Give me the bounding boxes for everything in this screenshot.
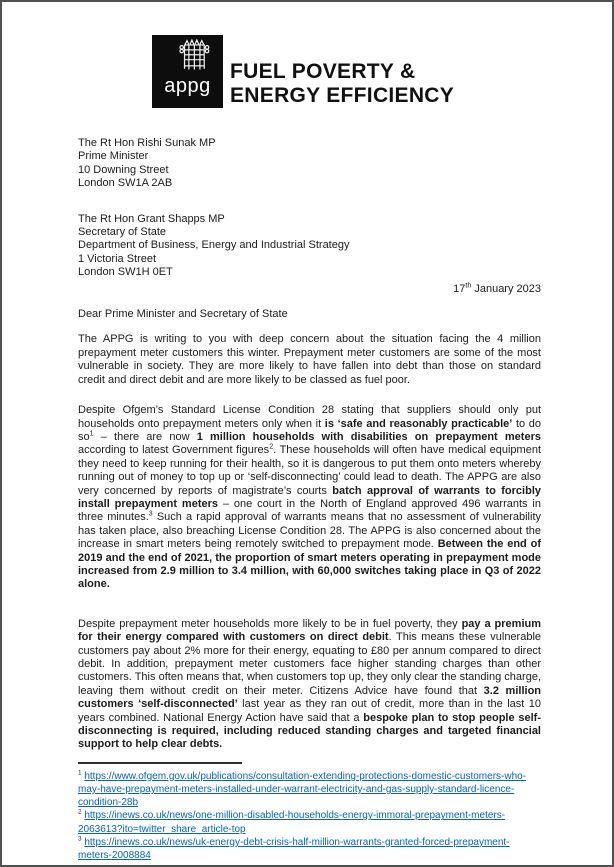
footnote-1: [78, 770, 541, 810]
paragraph-intro: The APPG is writing to you with deep concern about the situation facing the 4 million prepayment meter customers this winter. Prepayment meter customers are some of the most vulnerable in society. They are more likely to have fallen into debt than those on standard credit and direct debit and are more likely to be classed as fuel poor.: [78, 333, 541, 386]
appg-logo-label: appg: [164, 75, 211, 97]
recipient-address-sunak: [78, 137, 541, 191]
recipient-department: Department of Business, Energy and Industrial Strategy: [78, 239, 350, 252]
recipient-role: Prime Minister: [78, 150, 149, 163]
letter-body: [78, 2, 541, 862]
recipient-city: London SW1H 0ET: [78, 266, 173, 279]
group-title-line2: ENERGY EFFICIENCY: [230, 84, 455, 107]
recipient-name: The Rt Hon Rishi Sunak MP: [78, 137, 216, 149]
paragraph-warrants: Despite Ofgem’s Standard License Condition 28 stating that suppliers should only put households onto prepayment meters only when it is ‘safe and reasonably practicable’ to do $so^1$ – there are now 1 million households with disabilities on prepayment meters according to latest Government figures$^2$. These households will often have medical equipment they need to keep running for their health, so it is dangerous to put them onto meters whereby running out of money to top up or ‘self-disconnecting’ could lead to death. The APPG are also very concerned by reports of magistrate’s courts batch approval of warrants to forcibly install prepayment meters – one court in the North of England approved 496 warrants in three minutes.$^3$ Such a rapid approval of warrants means that no assessment of vulnerability has taken place, also breaching License Condition 28. The APPG is also concerned about the increase in smart meters being remotely switched to prepayment mode. Between the end of 2019 and the end of 2021, the proportion of smart meters operating in prepayment mode increased from 2.9 million to 3.4 million, with 60,000 switches taking place in Q3 of 2022 alone.: [78, 404, 542, 591]
footnote-separator: [78, 762, 242, 764]
footnote-number: 3: [78, 835, 82, 843]
footnotes: [78, 770, 541, 862]
footnote-number: 2: [78, 809, 82, 817]
recipient-address-shapps: [78, 213, 541, 280]
paragraph-premium: Despite prepayment meter households more likely to be in fuel poverty, they pay a premium for their energy compared with customers on direct debit. This means these vulnerable customers pay about 2% more for their energy, equating to £80 per annum compared to direct debit. In addition, prepayment meter customers face higher standing charges than other customers. This often means that, when customers top up, they only clear the standing charge, leaving them without credit on their meter. Citizens Advice have found that 3.2 million customers ‘self-disconnected’ last year as they ran out of credit, more than in the last 10 years combined. National Energy Action have said that a bespoke plan to stop people self-disconnecting is required, including reduced standing charges and targeted financial support to help clear debts.: [78, 617, 542, 751]
letter-date: 17th January 2023: [453, 282, 541, 295]
recipient-street: 10 Downing Street: [78, 163, 169, 176]
salutation: Dear Prime Minister and Secretary of State: [78, 308, 288, 321]
footnote-link-inews-disabled[interactable]: https://inews.co.uk/news/one-million-disabled-households-energy-immoral-prepayment-meters-2063613?ito=twitter_share_article-top: [78, 810, 506, 835]
recipient-name: The Rt Hon Grant Shapps MP: [78, 212, 225, 225]
footnote-3: [78, 836, 541, 862]
recipient-street: 1 Victoria Street: [78, 252, 157, 265]
recipient-role: Secretary of State: [78, 226, 167, 239]
footnote-link-inews-warrants[interactable]: https://inews.co.uk/news/uk-energy-debt-crisis-half-million-warrants-granted-forced-prepayment-meters-2008884: [78, 836, 510, 862]
group-title-line1: FUEL POVERTY &: [230, 60, 416, 83]
footnote-link-ofgem[interactable]: https://www.ofgem.gov.uk/publications/consultation-extending-protections-domestic-customers-who-may-have-prepayment-meters-installed-under-warrant-electricity-and-gas-supply-standard-licence-condition-28b: [78, 770, 527, 809]
footnote-2: [78, 809, 541, 835]
footnote-number: 1: [78, 769, 82, 777]
recipient-city: London SW1A 2AB: [78, 177, 173, 190]
